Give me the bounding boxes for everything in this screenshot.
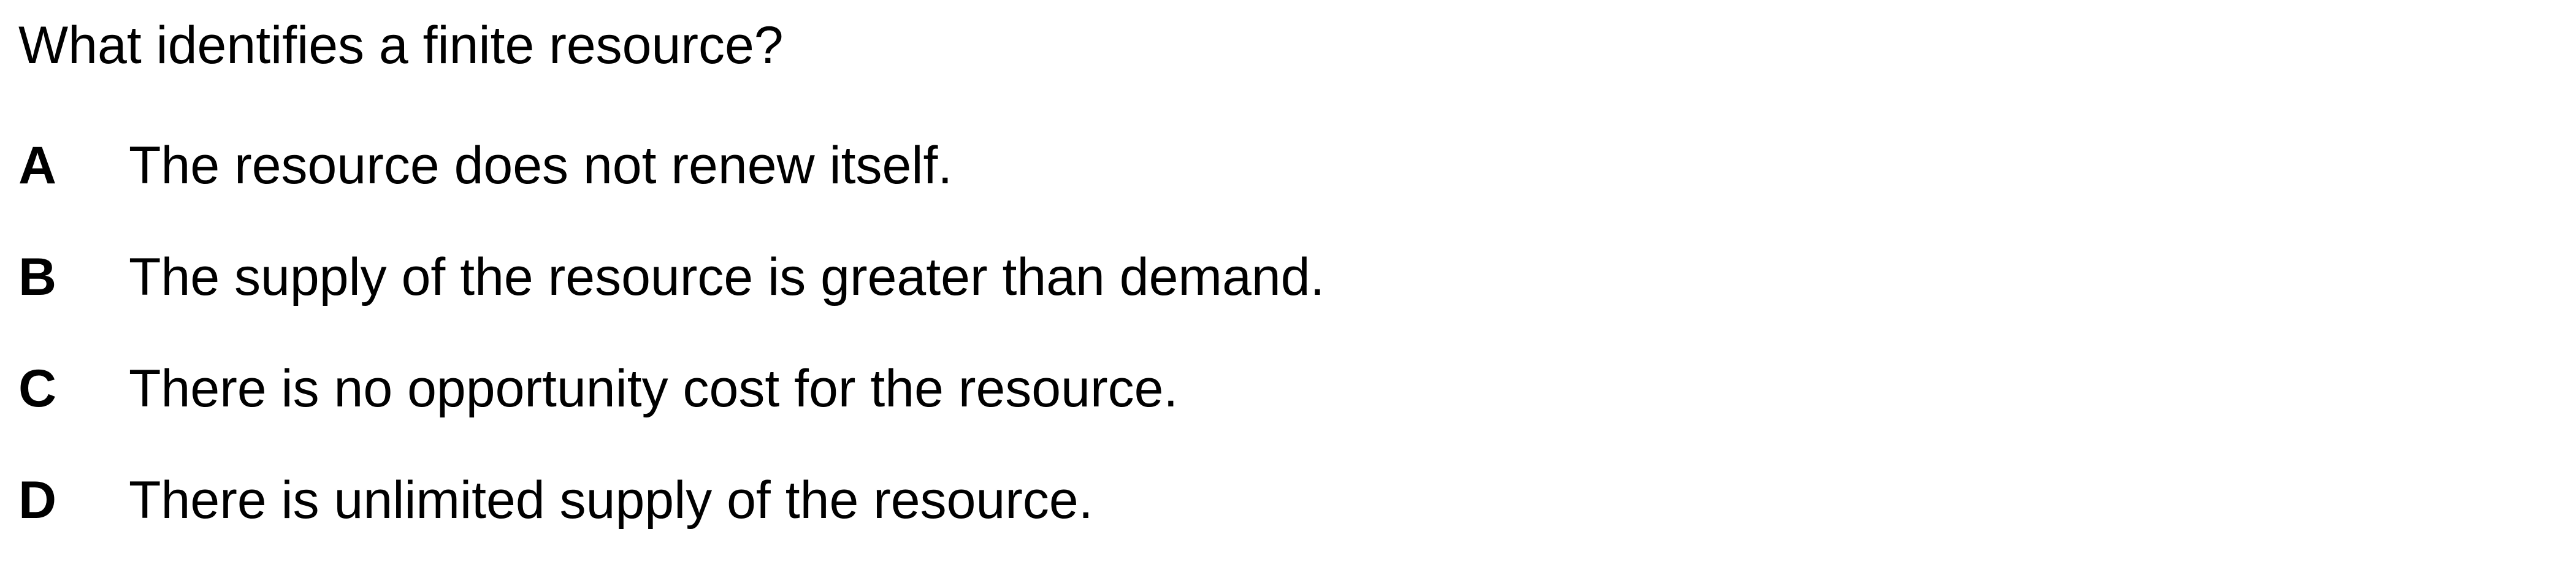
option-text: The resource does not renew itself. (129, 136, 953, 195)
option-a[interactable] (18, 129, 2557, 240)
option-text: There is unlimited supply of the resource. (129, 471, 1093, 530)
option-text: The supply of the resource is greater than demand. (129, 248, 1325, 307)
question-text: What identifies a finite resource? (18, 16, 784, 75)
option-text: There is no opportunity cost for the resource. (129, 359, 1179, 418)
option-letter: C (18, 359, 57, 418)
option-d[interactable] (18, 463, 2557, 575)
answer-options (18, 129, 2557, 575)
option-letter: A (18, 136, 57, 195)
option-letter: D (18, 471, 57, 530)
option-letter: B (18, 248, 57, 307)
option-b[interactable] (18, 240, 2557, 352)
option-c[interactable] (18, 352, 2557, 463)
